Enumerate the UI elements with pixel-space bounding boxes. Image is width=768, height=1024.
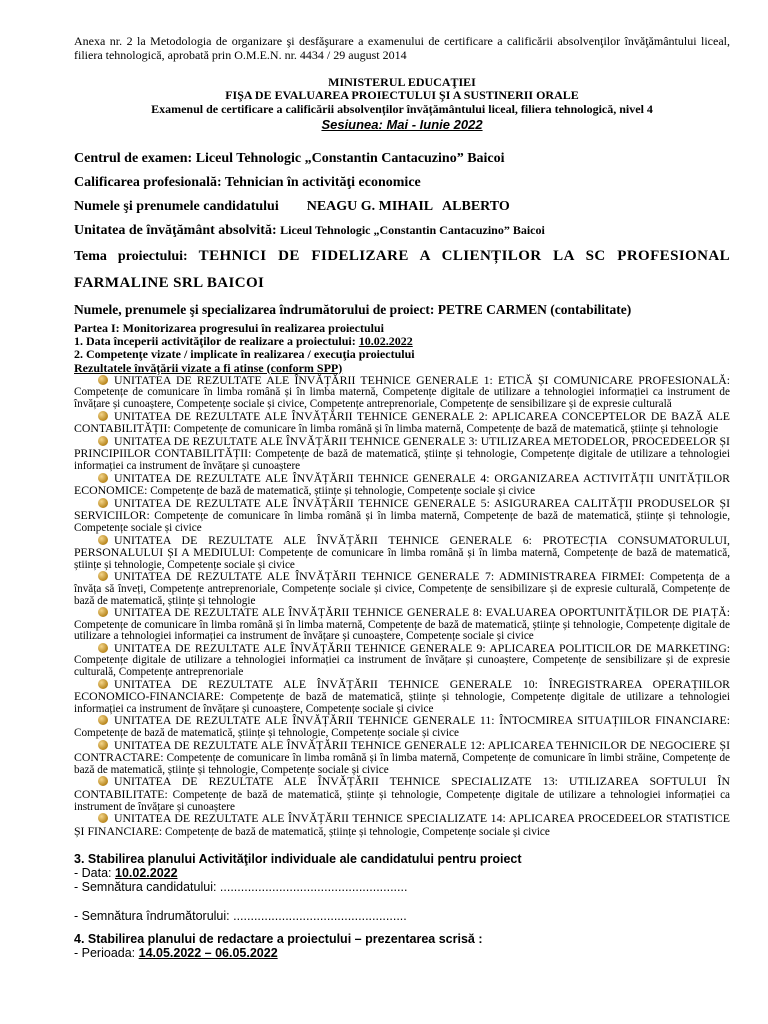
section-4-title: 4. Stabilirea planului de redactare a proiectului – prezentarea scrisă :	[74, 932, 483, 947]
part1-item2: 2. Competenţe vizate / implicate în realizarea / execuţia proiectului	[74, 347, 415, 362]
unit-head: UNITATEA DE REZULTATE ALE ÎNVĂȚĂRII TEHNICE GENERALE 11: ÎNTOCMIREA SITUAȚIILOR FINANCIARE:	[114, 713, 730, 728]
bullet-icon	[98, 473, 108, 483]
list-item	[74, 715, 730, 739]
school-row	[74, 222, 730, 239]
unit-head: UNITATEA DE REZULTATE ALE ÎNVĂȚĂRII TEHNICE GENERALE 5: ASIGURAREA CALITĂȚII PRODUSELOR ȘI SERVICIILOR:	[74, 495, 730, 523]
list-item	[74, 640, 730, 679]
unit-head: UNITATEA DE REZULTATE ALE ÎNVĂȚĂRII TEHNICE GENERALE 7: ADMINISTRAREA FIRMEI:	[114, 569, 645, 584]
unit-head: UNITATEA DE REZULTATE ALE ÎNVĂȚĂRII TEHNICE GENERALE 8: EVALUAREA OPORTUNITĂȚILOR DE PIAȚĂ:	[114, 605, 730, 620]
unit-body: Competențe de comunicare în limba română și în limba maternă, Competențe de bază de matematică, științe și tehnologie, Competențe digitale de utilizare a tehnologiei informației ca instrument de învățare și cunoaștere, Competențe sociale și civice	[74, 618, 730, 643]
mentor-value: PETRE CARMEN (contabilitate)	[437, 302, 632, 317]
bullet-icon	[98, 643, 108, 653]
list-item	[74, 571, 730, 607]
qualification-value: Tehnician în activităţi economice	[224, 175, 421, 190]
bullet-icon	[98, 498, 108, 508]
list-item	[74, 495, 730, 535]
mentor-label: Numele, prenumele şi specializarea îndrumătorului de proiect:	[74, 302, 435, 317]
document-page	[74, 34, 730, 960]
section-3-title: 3. Stabilirea planului Activităţilor individuale ale candidatului pentru proiect	[74, 852, 522, 867]
plan-date-label: - Data:	[74, 866, 112, 881]
unit-head: UNITATEA DE REZULTATE ALE ÎNVĂȚĂRII TEHNICE GENERALE 3: UTILIZAREA METODELOR, PROCEDEELOR ȘI PRINCIPIILOR CONTABILITĂȚII:	[74, 433, 730, 461]
start-date-value: 10.02.2022	[358, 334, 413, 349]
school-value: Liceul Tehnologic „Constantin Cantacuzino” Baicoi	[280, 223, 545, 237]
candidate-name-value: NEAGU G. MIHAIL ALBERTO	[306, 199, 510, 214]
unit-head: UNITATEA DE REZULTATE ALE ÎNVĂȚĂRII TEHNICE GENERALE 10: ÎNREGISTRAREA OPERAȚIILOR ECONOMICO-FINANCIARE:	[74, 676, 730, 704]
plan-date-value: 10.02.2022	[115, 866, 178, 881]
part1-title: Partea I: Monitorizarea progresului în realizarea proiectului	[74, 321, 384, 335]
bullet-icon	[98, 740, 108, 750]
exam-center-label: Centrul de examen:	[74, 151, 193, 166]
unit-head: UNITATEA DE REZULTATE ALE ÎNVĂȚĂRII TEHNICE SPECIALIZATE 14: APLICAREA PROCEDEELOR STATISTICE ȘI FINANCIARE:	[74, 811, 730, 838]
list-item	[74, 532, 731, 572]
unit-head: UNITATEA DE REZULTATE ALE ÎNVĂȚĂRII TEHNICE SPECIALIZATE 13: UTILIZAREA SOFTULUI ÎN CONTABILITATE:	[74, 774, 730, 801]
unit-head: UNITATEA DE REZULTATE ALE ÎNVĂȚĂRII TEHNICE GENERALE 12: APLICAREA TEHNICILOR DE NEGOCIERE ȘI CONTRACTARE:	[74, 737, 730, 765]
list-item	[74, 433, 731, 473]
bullet-icon	[98, 679, 108, 689]
writing-period-row	[74, 946, 730, 960]
exam-center-value: Liceul Tehnologic „Constantin Cantacuzino” Baicoi	[195, 151, 505, 166]
unit-body: Competențe digitale de utilizare a tehnologiei informației ca instrument de învățare și cunoaștere, Competențe de sensibilizare și de expresie culturală, Competențe antreprenoriale	[74, 654, 730, 679]
bullet-icon	[98, 776, 108, 786]
candidate-signature: - Semnătura candidatului: ......................................................	[74, 880, 408, 895]
theme-label: Tema proiectului:	[74, 249, 188, 264]
unit-body: Competențe de comunicare în limba română și în limba maternă, Competențe de bază de matematică, științe și tehnologie, Competențe sociale și civice	[74, 547, 731, 571]
unit-body: Competențe de comunicare în limba română și în limba maternă, Competențe digitale de utilizare a tehnologiei informației ca instrument de învățare și cunoaștere, Competențe sociale și civice, Competențe antreprenoriale, Competențe de sensibilizare și de expresie culturală	[74, 386, 730, 410]
unit-body: Competențe de comunicare în limba română și în limba maternă, Competențe de comunicare în limbi străine, Competențe de bază de matematică, științe și tehnologie, Competențe sociale și civice	[74, 752, 731, 776]
school-label: Unitatea de învăţământ absolvită:	[74, 223, 277, 238]
bullet-icon	[98, 436, 108, 446]
unit-head: UNITATEA DE REZULTATE ALE ÎNVĂȚĂRII TEHNICE GENERALE 4: ORGANIZAREA ACTIVITĂȚII UNITĂȚILOR ECONOMICE:	[74, 470, 730, 498]
bullet-icon	[98, 813, 108, 823]
unit-body: Competențe de bază de matematică, științe și tehnologie, Competențe digitale de utilizare a tehnologiei informației ca instrument de învățare și cunoaștere	[74, 448, 731, 472]
qualification-label: Calificarea profesională:	[74, 175, 222, 190]
theme-value: TEHNICI DE FIDELIZARE A CLIENȚILOR LA SC PROFESIONAL FARMALINE SRL BAICOI	[74, 248, 730, 291]
list-item	[74, 607, 730, 643]
exam-center-row	[74, 150, 730, 167]
list-item	[74, 813, 730, 838]
list-item	[74, 737, 731, 777]
form-title: FIŞA DE EVALUAREA PROIECTULUI ŞI A SUSTINERII ORALE	[225, 88, 579, 102]
list-item	[74, 470, 730, 498]
bullet-icon	[98, 535, 108, 545]
unit-body: Competențe de bază de matematică, științe și tehnologie, Competențe sociale și civice	[74, 727, 459, 740]
list-item	[74, 776, 730, 813]
bullet-icon	[98, 375, 108, 385]
plan-date-row	[74, 866, 730, 880]
unit-head: UNITATEA DE REZULTATE ALE ÎNVĂȚĂRII TEHNICE GENERALE 6: PROTECȚIA CONSUMATORULUI, PERSONALULUI ȘI A MEDIULUI:	[74, 532, 730, 560]
unit-head: UNITATEA DE REZULTATE ALE ÎNVĂȚĂRII TEHNICE GENERALE 1: ETICĂ ȘI COMUNICARE PROFESIONALĂ:	[114, 372, 730, 387]
project-theme	[74, 243, 730, 297]
unit-body: Competențe de bază de matematică, științe și tehnologie, Competențe digitale de utilizare a tehnologiei informației ca instrument de învățare și cunoaștere, Competențe sociale și civice	[74, 691, 730, 715]
unit-body: Competențe de comunicare în limba română și în limba maternă, Competențe de bază de matematică, științe și tehnologie	[173, 423, 719, 436]
writing-period-value: 14.05.2022 – 06.05.2022	[138, 946, 278, 961]
list-item	[74, 372, 730, 411]
unit-head: UNITATEA DE REZULTATE ALE ÎNVĂȚĂRII TEHNICE GENERALE 2: APLICAREA CONCEPTELOR DE BAZĂ ALE CONTABILITĂȚII:	[74, 408, 730, 436]
units-list	[74, 372, 731, 839]
annex-note: Anexa nr. 2 la Metodologia de organizare şi desfăşurare a examenului de certificare a calificării absolvenţilor învăţământului liceal, filiera tehnologică, aprobată prin O.M.E.N. nr. 4434 / 29 august 2014	[74, 34, 730, 62]
exam-line: Examenul de certificare a calificării absolvenților învățământului liceal, filiera tehnologică, nivel 4	[151, 102, 653, 116]
list-item	[74, 676, 730, 716]
unit-body: Competențe de bază de matematică, științe și tehnologie, Competențe sociale și civice	[150, 485, 536, 498]
unit-body: Competențe de bază de matematică, științe și tehnologie, Competențe sociale și civice	[164, 825, 550, 838]
unit-body: Competența de a învăța să înveți, Competențe antreprenoriale, Competențe sociale și civice, Competențe de sensibilizare și de expresie culturală, Competențe de bază de matematică, științe și tehnologie	[74, 571, 731, 607]
unit-head: UNITATEA DE REZULTATE ALE ÎNVĂȚĂRII TEHNICE GENERALE 9: APLICAREA POLITICILOR DE MARKETING:	[114, 640, 730, 655]
section-3	[74, 852, 730, 960]
results-label-text: Rezultatele învățării vizate a fi atinse (conform SPP)	[74, 360, 343, 375]
unit-body: Competențe de bază de matematică, științe și tehnologie, Competențe digitale de utilizare a tehnologiei informației ca instrument de învățare și cunoaștere	[74, 789, 731, 813]
mentor-row	[74, 301, 730, 318]
ministry-heading: MINISTERUL EDUCAŢIEI	[328, 75, 476, 89]
start-date-label: 1. Data începerii activităţilor de realizare a proiectului:	[74, 334, 356, 349]
candidate-name-label: Numele şi prenumele candidatului	[74, 199, 279, 214]
session-line: Sesiunea: Mai - Iunie 2022	[321, 117, 483, 132]
bullet-icon	[98, 607, 108, 617]
qualification-row	[74, 174, 730, 191]
mentor-signature: - Semnătura îndrumătorului: ..................................................	[74, 909, 407, 924]
bullet-icon	[98, 571, 108, 581]
bullet-icon	[98, 715, 108, 725]
bullet-icon	[98, 411, 108, 421]
unit-body: Competențe de comunicare în limba română și în limba maternă, Competențe de bază de matematică, științe și tehnologie, Competențe sociale și civice	[74, 510, 730, 534]
writing-period-label: - Perioada:	[74, 946, 136, 961]
list-item	[74, 408, 730, 436]
candidate-name-row	[74, 198, 730, 215]
